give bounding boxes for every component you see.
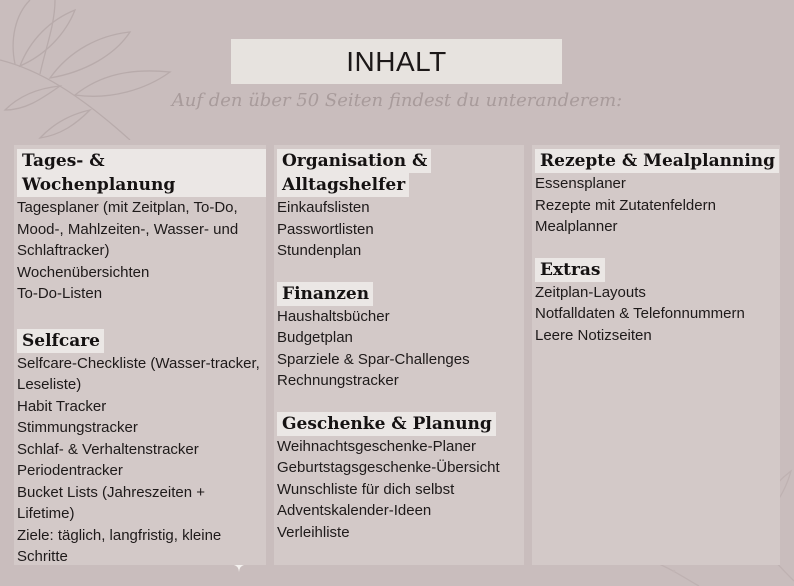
list-item: Verleihliste xyxy=(277,523,350,541)
list-item: To-Do-Listen xyxy=(17,285,103,302)
list-item: Stimmungstracker xyxy=(17,419,138,436)
list-item: Adventskalender-Ideen xyxy=(277,502,432,519)
list-item: Geburtstagsgeschenke-Übersicht xyxy=(277,459,500,476)
list-item: Notfalldaten & Telefonnummern xyxy=(535,305,745,322)
page-title-box xyxy=(231,39,562,84)
page-subtitle: Auf den über 50 Seiten findest du unteranderem: xyxy=(171,90,623,111)
section-heading: Rezepte & Mealplanning xyxy=(535,149,779,173)
section-heading: Extras xyxy=(535,258,605,282)
list-item: Schritte xyxy=(17,548,68,565)
list-item: Tagesplaner (mit Zeitplan, To-Do, xyxy=(17,199,238,216)
list-item: Selfcare-Checkliste (Wasser-tracker, xyxy=(17,354,260,372)
list-item: Schlaftracker) xyxy=(17,242,110,259)
list-item: Wochenübersichten xyxy=(17,263,150,281)
list-item: Wunschliste für dich selbst xyxy=(277,480,455,498)
list-item: Leseliste) xyxy=(17,376,82,393)
list-item: Stundenplan xyxy=(277,242,362,259)
list-item: Mealplanner xyxy=(535,218,618,235)
list-item: Essensplaner xyxy=(535,175,626,192)
list-item: Leere Notizseiten xyxy=(535,326,652,344)
list-item: Mood-, Mahlzeiten-, Wasser- und xyxy=(17,220,239,238)
list-item: Ziele: täglich, langfristig, kleine xyxy=(17,526,222,544)
section-heading: Geschenke & Planung xyxy=(277,412,496,436)
list-item: Lifetime) xyxy=(17,505,75,522)
list-item: Haushaltsbücher xyxy=(277,307,390,325)
list-item: Weihnachtsgeschenke-Planer xyxy=(277,437,477,455)
content-column-1 xyxy=(14,145,266,565)
list-item: Einkaufslisten xyxy=(277,199,370,216)
list-item: Schlaf- & Verhaltenstracker xyxy=(17,440,199,458)
section-heading: Finanzen xyxy=(277,282,373,306)
list-item: Sparziele & Spar-Challenges xyxy=(277,350,470,368)
section-heading: Tages- & Wochenplanung xyxy=(17,149,266,197)
list-item: Bucket Lists (Jahreszeiten + xyxy=(17,483,206,501)
list-item: Habit Tracker xyxy=(17,397,107,415)
content-column-2 xyxy=(274,145,524,565)
page-title: INHALT xyxy=(346,45,447,77)
list-item: Periodentracker xyxy=(17,462,123,479)
list-item: Passwortlisten xyxy=(277,220,374,238)
leaf-branch-icon xyxy=(0,0,175,140)
list-item: Rechnungstracker xyxy=(277,372,399,389)
list-item: Zeitplan-Layouts xyxy=(535,283,646,301)
section-heading: Alltagshelfer xyxy=(277,173,409,197)
content-column-3 xyxy=(532,145,780,565)
list-item: Rezepte mit Zutatenfeldern xyxy=(535,196,716,214)
section-heading: Organisation & xyxy=(277,149,431,173)
section-heading: Selfcare xyxy=(17,329,104,353)
list-item: Budgetplan xyxy=(277,329,353,346)
